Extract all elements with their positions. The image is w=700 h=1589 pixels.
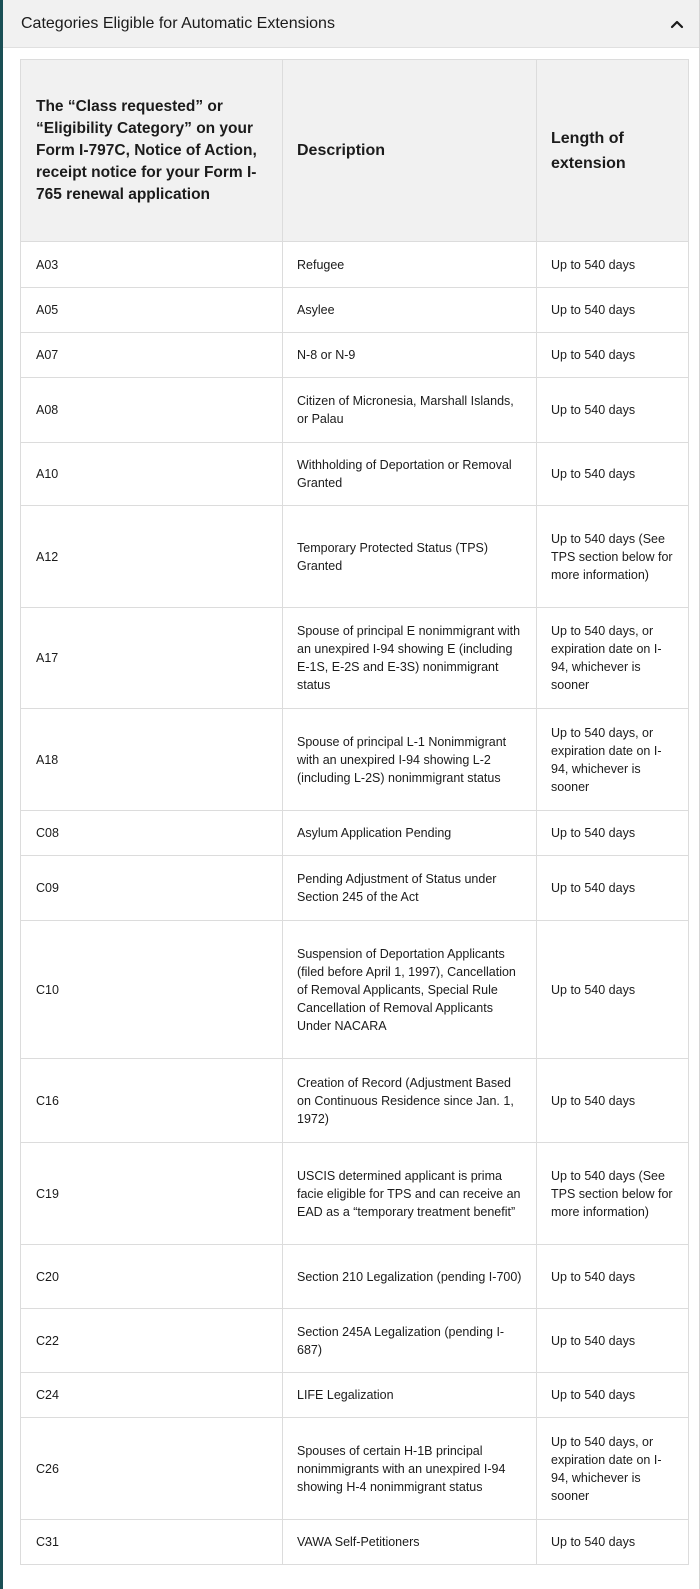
category-code: C22 (21, 1309, 283, 1373)
header-class-requested: The “Class requested” or “Eligibility Category” on your Form I-797C, Notice of Action, receipt notice for your Form I-765 renewal application (21, 60, 283, 242)
category-description: LIFE Legalization (283, 1373, 537, 1418)
extension-length: Up to 540 days (537, 1245, 689, 1309)
table-row (21, 709, 689, 811)
table-row (21, 1520, 689, 1565)
extension-length: Up to 540 days (See TPS section below for more information) (537, 1143, 689, 1245)
category-code: A12 (21, 506, 283, 608)
extension-length: Up to 540 days (537, 443, 689, 506)
header-description: Description (283, 60, 537, 242)
category-code: C31 (21, 1520, 283, 1565)
category-description: Section 210 Legalization (pending I-700) (283, 1245, 537, 1309)
category-description: Refugee (283, 242, 537, 288)
category-code: A10 (21, 443, 283, 506)
table-row (21, 333, 689, 378)
category-code: A18 (21, 709, 283, 811)
extension-length: Up to 540 days (See TPS section below for more information) (537, 506, 689, 608)
table-row (21, 378, 689, 443)
table-row (21, 1373, 689, 1418)
extension-length: Up to 540 days (537, 856, 689, 921)
extension-length: Up to 540 days (537, 378, 689, 443)
extension-length: Up to 540 days (537, 811, 689, 856)
category-code: A07 (21, 333, 283, 378)
table-row (21, 1418, 689, 1520)
accordion-header[interactable] (3, 0, 699, 48)
eligibility-table (20, 59, 689, 1565)
table-row (21, 856, 689, 921)
table-row (21, 921, 689, 1059)
extension-length: Up to 540 days (537, 333, 689, 378)
category-description: USCIS determined applicant is prima facie eligible for TPS and can receive an EAD as a “temporary treatment benefit” (283, 1143, 537, 1245)
category-description: VAWA Self-Petitioners (283, 1520, 537, 1565)
category-code: A08 (21, 378, 283, 443)
table-row (21, 506, 689, 608)
category-description: Withholding of Deportation or Removal Granted (283, 443, 537, 506)
extension-length: Up to 540 days (537, 1373, 689, 1418)
category-description: N-8 or N-9 (283, 333, 537, 378)
category-description: Asylum Application Pending (283, 811, 537, 856)
category-description: Spouses of certain H-1B principal nonimmigrants with an unexpired I-94 showing H-4 nonimmigrant status (283, 1418, 537, 1520)
category-code: C24 (21, 1373, 283, 1418)
extension-length: Up to 540 days (537, 242, 689, 288)
table-row (21, 1309, 689, 1373)
category-code: C09 (21, 856, 283, 921)
category-code: A05 (21, 288, 283, 333)
category-description: Suspension of Deportation Applicants (filed before April 1, 1997), Cancellation of Removal Applicants, Special Rule Cancellation of Removal Applicants Under NACARA (283, 921, 537, 1059)
category-description: Creation of Record (Adjustment Based on Continuous Residence since Jan. 1, 1972) (283, 1059, 537, 1143)
category-description: Citizen of Micronesia, Marshall Islands, or Palau (283, 378, 537, 443)
table-header-row (21, 60, 689, 242)
header-length-of-extension: Length of extension (537, 60, 689, 242)
category-code: A17 (21, 608, 283, 709)
chevron-up-icon[interactable] (669, 16, 685, 32)
category-description: Temporary Protected Status (TPS) Granted (283, 506, 537, 608)
table-row (21, 811, 689, 856)
category-code: C10 (21, 921, 283, 1059)
category-description: Spouse of principal L-1 Nonimmigrant with an unexpired I-94 showing L-2 (including L-2S) nonimmigrant status (283, 709, 537, 811)
table-container (3, 48, 699, 1565)
category-code: C26 (21, 1418, 283, 1520)
table-row (21, 288, 689, 333)
category-description: Asylee (283, 288, 537, 333)
category-code: A03 (21, 242, 283, 288)
category-description: Section 245A Legalization (pending I-687) (283, 1309, 537, 1373)
category-description: Pending Adjustment of Status under Section 245 of the Act (283, 856, 537, 921)
accordion-title: Categories Eligible for Automatic Extensions (21, 14, 335, 32)
category-description: Spouse of principal E nonimmigrant with an unexpired I-94 showing E (including E-1S, E-2S and E-3S) nonimmigrant status (283, 608, 537, 709)
category-code: C08 (21, 811, 283, 856)
category-code: C20 (21, 1245, 283, 1309)
category-code: C19 (21, 1143, 283, 1245)
table-row (21, 242, 689, 288)
table-row (21, 1059, 689, 1143)
extension-length: Up to 540 days (537, 1309, 689, 1373)
category-code: C16 (21, 1059, 283, 1143)
table-row (21, 1143, 689, 1245)
table-row (21, 608, 689, 709)
extension-length: Up to 540 days (537, 288, 689, 333)
extension-length: Up to 540 days (537, 1520, 689, 1565)
extension-length: Up to 540 days, or expiration date on I-94, whichever is sooner (537, 1418, 689, 1520)
table-row (21, 443, 689, 506)
extension-length: Up to 540 days (537, 1059, 689, 1143)
extension-length: Up to 540 days, or expiration date on I-94, whichever is sooner (537, 608, 689, 709)
extension-length: Up to 540 days (537, 921, 689, 1059)
extension-length: Up to 540 days, or expiration date on I-94, whichever is sooner (537, 709, 689, 811)
table-row (21, 1245, 689, 1309)
